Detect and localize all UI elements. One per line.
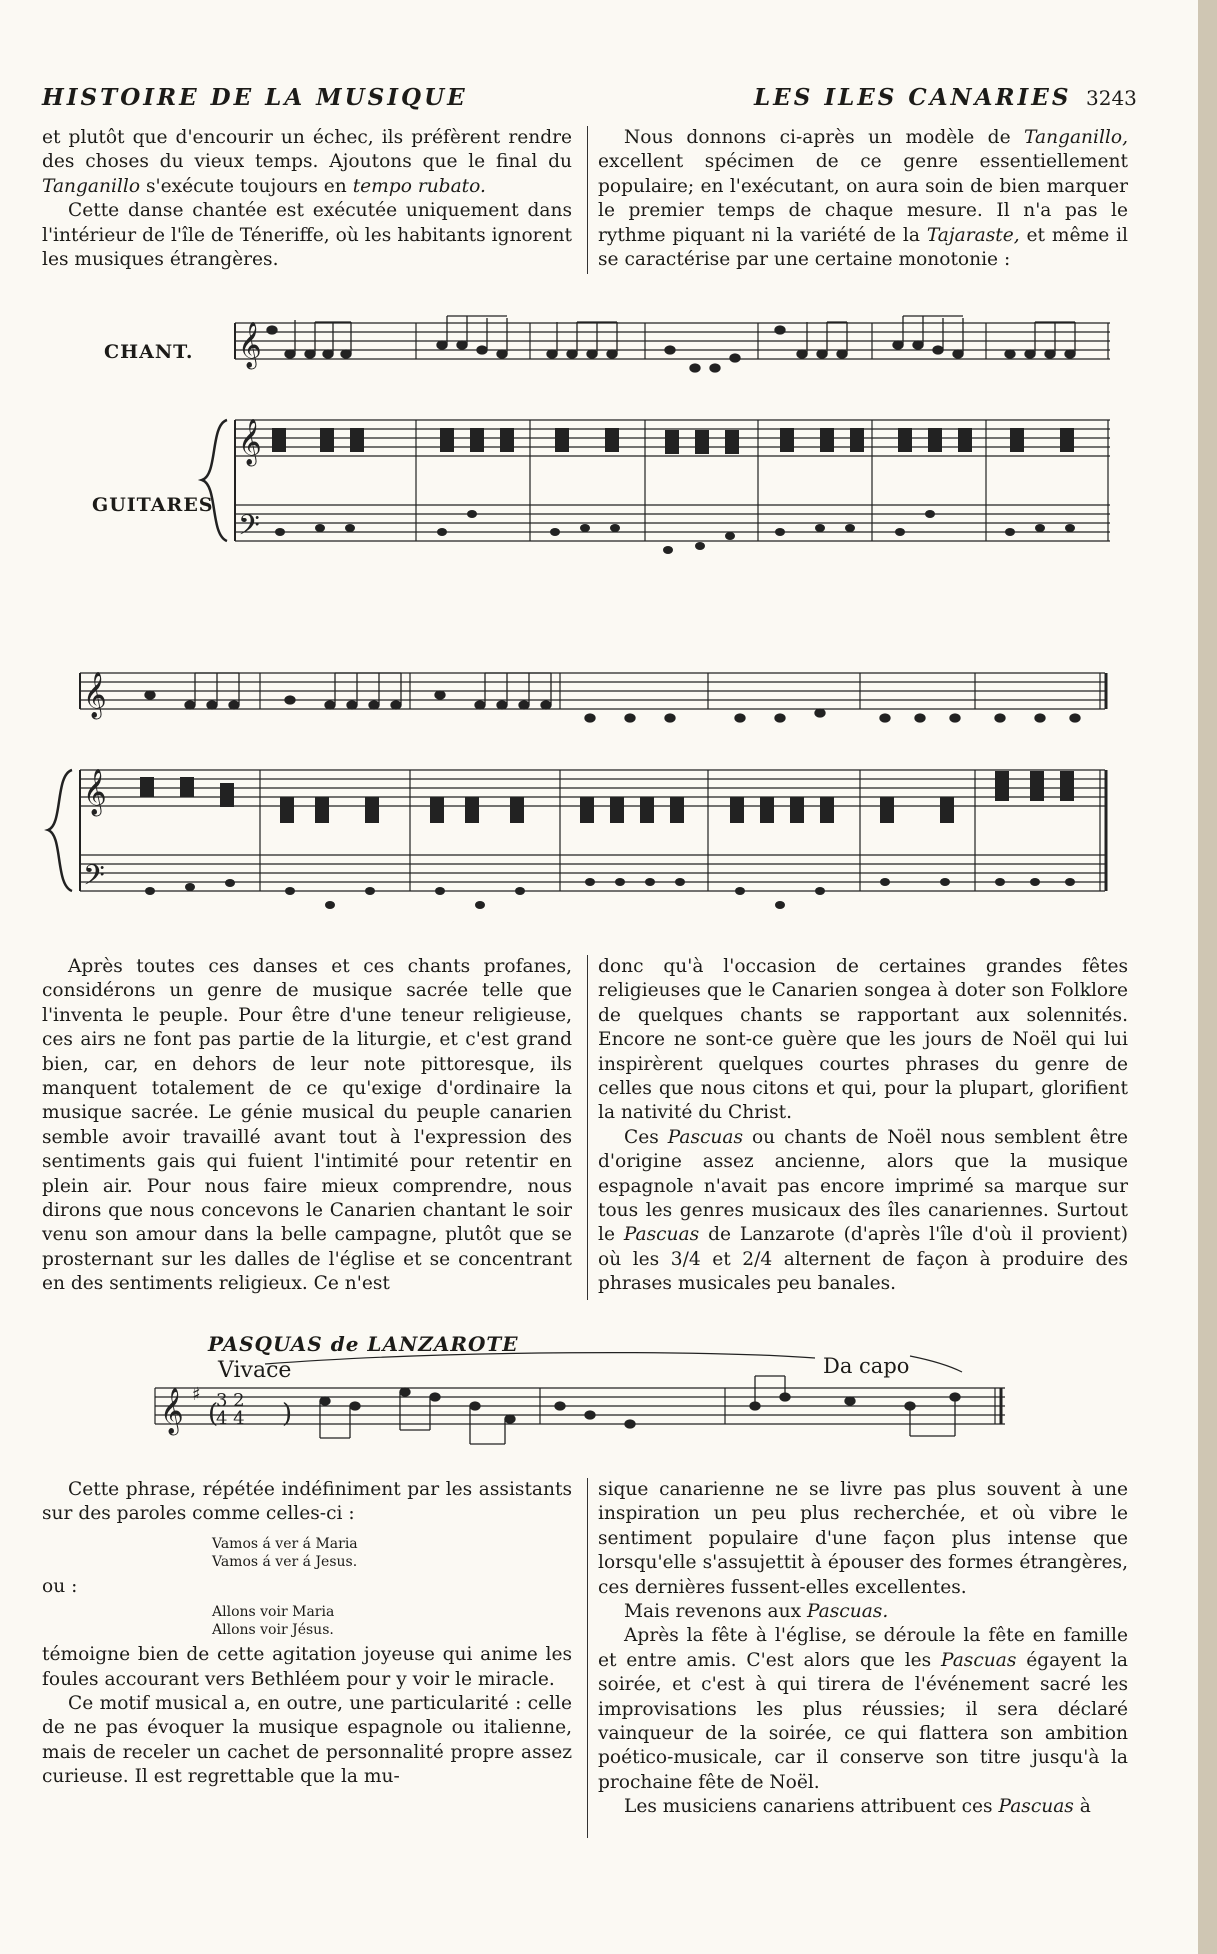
or-label: ou : bbox=[42, 1575, 78, 1597]
paragraph: Mais revenons aux Pascuas. bbox=[624, 1601, 889, 1623]
svg-text:𝄢: 𝄢 bbox=[83, 859, 105, 899]
column-rule bbox=[587, 126, 588, 274]
svg-text:𝄞: 𝄞 bbox=[160, 1388, 184, 1434]
column-rule bbox=[587, 955, 588, 1300]
svg-text:(: ( bbox=[208, 1399, 219, 1429]
svg-text:𝄞: 𝄞 bbox=[83, 672, 107, 718]
bottom-right-column bbox=[598, 1478, 1128, 1820]
paragraph: Les musiciens canariens attribuent ces Pascuas à bbox=[624, 1796, 1091, 1818]
pasquas-score bbox=[150, 1348, 1010, 1458]
voice-notes bbox=[267, 316, 1075, 372]
paragraph: Cette phrase, répétée indéfiniment par les assistants sur des paroles comme celles-ci : bbox=[42, 1479, 572, 1525]
chant-label: CHANT. bbox=[104, 341, 194, 363]
paragraph: donc qu'à l'occasion de certaines grandes fêtes religieuses que le Canarien songea à doter son Folklore de quelques chants se rapportant aux solennités. Encore ne sont-ce guère que les jours de Noël qui lui inspirèrent quelques courtes phrases du genre de celles que nous citons et qui, pour la plupart, glorifient la nativité du Christ. bbox=[598, 956, 1128, 1124]
svg-text:): ) bbox=[282, 1399, 293, 1429]
column-rule bbox=[587, 1478, 588, 1838]
paragraph: Nous donnons ci-après un modèle de Tanganillo, excellent spécimen de ce genre essentiellement populaire; en l'exécutant, on aura soin de bien marquer le premier temps de chaque mesure. Il n'a pas le rythme piquant ni la variété de la Tajaraste, et même il se caractérise par une certaine monotonie : bbox=[598, 127, 1128, 271]
paragraph: témoigne bien de cette agitation joyeuse qui anime les foules accourant vers Bethléem pour y voir le miracle. bbox=[42, 1644, 572, 1690]
tanganillo-score-row-2 bbox=[40, 655, 1115, 925]
bottom-left-column bbox=[42, 1478, 572, 1790]
paragraph: sique canarienne ne se livre pas plus souvent à une inspiration un peu plus recherchée, et où vibre le sentiment populaire d'une façon plus intense que lorsqu'elle s'assujettit à épouser des formes étrangères, ces dernières fussent-elles excellentes. bbox=[598, 1479, 1128, 1598]
top-right-column bbox=[598, 126, 1128, 272]
pasquas-title: PASQUAS de LANZAROTE bbox=[208, 1332, 519, 1356]
svg-text:𝄞: 𝄞 bbox=[83, 769, 107, 815]
mid-left-column bbox=[42, 955, 572, 1297]
top-left-column bbox=[42, 126, 572, 272]
running-head-left: HISTOIRE DE LA MUSIQUE bbox=[42, 84, 468, 111]
guitar-chords bbox=[272, 428, 1074, 454]
da-capo-marking: Da capo bbox=[823, 1354, 910, 1378]
tanganillo-score-row-1 bbox=[180, 300, 1110, 590]
paragraph: Ce motif musical a, en outre, une particularité : celle de ne pas évoquer la musique espagnole ou italienne, mais de receler un cachet de personnalité propre assez curieuse. Il est regrettable que la mu- bbox=[42, 1693, 572, 1788]
svg-text:𝄢: 𝄢 bbox=[238, 509, 260, 549]
guitar-label: GUITARES bbox=[92, 494, 214, 516]
running-head-right: LES ILES CANARIES bbox=[754, 84, 1072, 111]
svg-text:3 2: 3 2 bbox=[216, 1390, 245, 1411]
paragraph: Après la fête à l'église, se déroule la fête en famille et entre amis. C'est alors que les Pascuas égayent la soirée, et c'est à qui tirera de l'événement sacré les improvisations les plus réussies; il sera déclaré vainqueur de la soirée, ce qui flattera son ambition poético-musicale, car il conserve son titre jusqu'à la prochaine fête de Noël. bbox=[598, 1625, 1128, 1793]
lyrics-quote-spanish: Vamos á ver á Maria Vamos á ver á Jesus. bbox=[212, 1535, 358, 1570]
tempo-marking: Vivace bbox=[218, 1358, 292, 1383]
page-edge bbox=[1198, 0, 1217, 1954]
paragraph: et plutôt que d'encourir un échec, ils préfèrent rendre des choses du vieux temps. Ajoutons que le final du Tanganillo s'exécute toujours en tempo rubato. bbox=[42, 127, 572, 197]
paragraph: Après toutes ces danses et ces chants profanes, considérons un genre de musique sacrée telle que l'inventa le peuple. Pour être d'une teneur religieuse, ces airs ne font pas partie de la liturgie, et c'est grand bien, car, en dehors de leur note pittoresque, ils manquent totalement de ce qu'exige d'ordinaire la musique sacrée. Le génie musical du peuple canarien semble avoir travaillé avant tout à l'expression des sentiments gais qui fuient l'intimité pour retentir en plein air. Pour nous faire mieux comprendre, nous dirons que nous concevons le Canarien chantant le soir venu son amour dans la belle campagne, plutôt que se prosternant sur les dalles de l'église et se concentrant en des sentiments religieux. Ce n'est bbox=[42, 956, 572, 1295]
paragraph: Cette danse chantée est exécutée uniquement dans l'intérieur de l'île de Téneriffe, où les habitants ignorent les musiques étrangères. bbox=[42, 200, 572, 271]
staff-guitar-bass bbox=[235, 505, 1110, 541]
svg-text:4 4: 4 4 bbox=[216, 1408, 245, 1429]
paragraph: Ces Pascuas ou chants de Noël nous semblent être d'origine assez ancienne, alors que la musique espagnole n'avait pas encore imprimé sa marque sur tous les genres musicaux des îles canariennes. Surtout le Pascuas de Lanzarote (d'après l'île d'où il provient) où les 3/4 et 2/4 alternent de façon à produire des phrases musicales peu banales. bbox=[598, 1126, 1129, 1295]
svg-text:𝄞: 𝄞 bbox=[238, 419, 262, 465]
page-number: 3243 bbox=[1086, 86, 1137, 110]
svg-text:♯: ♯ bbox=[192, 1384, 201, 1405]
svg-text:𝄞: 𝄞 bbox=[238, 322, 262, 368]
lyrics-quote-french: Allons voir Maria Allons voir Jésus. bbox=[212, 1604, 335, 1639]
mid-right-column bbox=[598, 955, 1128, 1297]
